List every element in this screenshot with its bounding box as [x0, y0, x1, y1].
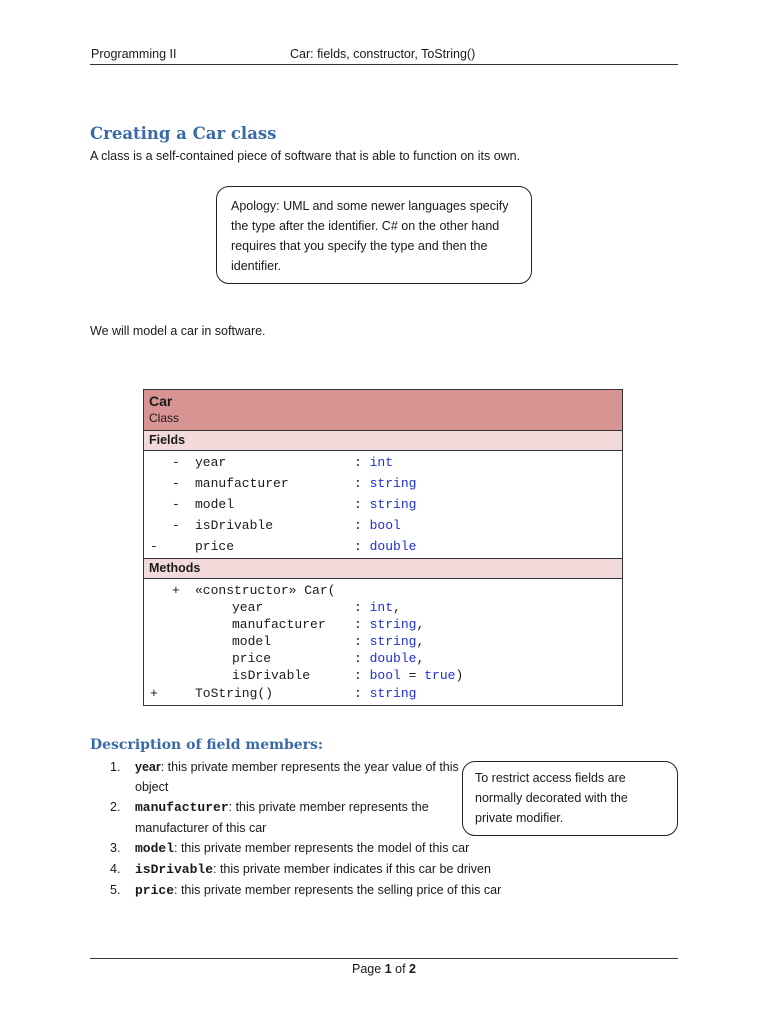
param-name: manufacturer: [232, 617, 326, 632]
field-type: int: [369, 455, 394, 470]
list-number: 1.: [110, 760, 121, 774]
uml-field-row: [144, 454, 622, 471]
list-number: 5.: [110, 883, 121, 897]
tostring-name: ToString(): [195, 686, 274, 701]
intro-paragraph: A class is a self-contained piece of software that is able to function on its own.: [90, 149, 521, 163]
field-type: string: [369, 476, 417, 491]
page-number: [0, 962, 768, 976]
param-colon: :: [354, 651, 362, 666]
uml-class-kind: Class: [149, 411, 180, 425]
uml-param-row: [144, 650, 622, 667]
list-number: 4.: [110, 862, 121, 876]
param-equals: =: [400, 668, 425, 683]
param-colon: :: [354, 617, 362, 632]
tostring-visibility: +: [150, 686, 158, 701]
field-visibility: -: [172, 476, 180, 491]
uml-methods-label: Methods: [144, 559, 622, 579]
uml-param-row: [144, 667, 622, 684]
field-colon: :: [354, 455, 362, 470]
list-item: [110, 838, 575, 859]
param-comma: ,: [416, 634, 425, 649]
tostring-colon: :: [354, 686, 362, 701]
field-visibility: -: [172, 497, 180, 512]
field-colon: :: [354, 539, 362, 554]
field-name: manufacturer: [195, 476, 289, 491]
param-name: price: [232, 651, 272, 666]
uml-param-row: [144, 616, 622, 633]
param-colon: :: [354, 634, 362, 649]
uml-class-diagram: [143, 389, 623, 706]
list-text: : this private member represents the model of this car: [174, 841, 470, 855]
param-comma: ,: [393, 600, 401, 615]
list-text: : this private member indicates if this car be driven: [213, 862, 491, 876]
param-type: string: [369, 617, 417, 632]
field-type: double: [369, 539, 417, 554]
param-type: bool: [369, 668, 401, 683]
field-type: bool: [369, 518, 401, 533]
field-name: year: [195, 455, 227, 470]
uml-tostring-row: [144, 685, 622, 702]
param-name: isDrivable: [232, 668, 311, 683]
param-colon: :: [354, 668, 362, 683]
list-term: model: [135, 841, 175, 856]
uml-fields-label: Fields: [144, 431, 622, 451]
uml-fields-section: [144, 451, 622, 559]
param-name: model: [232, 634, 272, 649]
list-item: [110, 880, 575, 901]
field-type: string: [369, 497, 417, 512]
list-item: [110, 859, 575, 880]
uml-field-row: [144, 538, 622, 555]
uml-class-name: Car: [149, 393, 173, 409]
constructor-signature: «constructor» Car(: [195, 583, 336, 598]
param-type: int: [369, 600, 394, 615]
field-visibility: -: [172, 518, 180, 533]
param-type: double: [369, 651, 417, 666]
list-text: : this private member represents the selling price of this car: [174, 883, 502, 897]
page-of: of: [391, 962, 410, 976]
field-colon: :: [354, 476, 362, 491]
field-name: isDrivable: [195, 518, 274, 533]
header-divider: [90, 64, 678, 65]
uml-constructor-row: [144, 582, 622, 599]
header-topic: Car: fields, constructor, ToString(): [290, 47, 476, 61]
list-text: : this private member represents the year value of this object: [135, 760, 459, 794]
page-total: 2: [409, 962, 416, 976]
field-visibility: -: [172, 455, 180, 470]
uml-class-header: [144, 390, 622, 431]
field-name: model: [195, 497, 235, 512]
uml-field-row: [144, 517, 622, 534]
param-comma: ,: [416, 651, 425, 666]
list-number: 2.: [110, 800, 121, 814]
uml-param-row: [144, 633, 622, 650]
model-paragraph: We will model a car in software.: [90, 324, 266, 338]
field-colon: :: [354, 518, 362, 533]
page-current: 1: [384, 962, 392, 976]
param-colon: :: [354, 600, 362, 615]
list-item: [110, 797, 445, 838]
list-term: isDrivable: [135, 862, 214, 877]
uml-param-row: [144, 599, 622, 616]
field-colon: :: [354, 497, 362, 512]
tostring-type: string: [369, 686, 417, 701]
param-close-paren: ): [455, 668, 464, 683]
private-modifier-callout: To restrict access fields are normally decorated with the private modifier.: [462, 761, 678, 836]
list-term: year: [135, 760, 161, 774]
section-heading-creating-car-class: Creating a Car class: [90, 124, 277, 143]
param-type: string: [369, 634, 417, 649]
list-number: 3.: [110, 841, 121, 855]
page-prefix: Page: [352, 962, 385, 976]
uml-field-row: [144, 496, 622, 513]
list-term: manufacturer: [135, 800, 229, 815]
header-course: Programming II: [91, 47, 177, 61]
constructor-visibility: +: [172, 583, 180, 598]
field-visibility: -: [150, 539, 158, 554]
uml-methods-section: [144, 579, 622, 705]
param-comma: ,: [416, 617, 425, 632]
param-name: year: [232, 600, 264, 615]
footer-divider: [90, 958, 678, 959]
field-name: price: [195, 539, 235, 554]
list-text: : this private member represents the manufacturer of this car: [135, 800, 429, 835]
list-term: price: [135, 883, 175, 898]
list-item: [110, 757, 460, 797]
section-heading-field-descriptions: Description of field members:: [90, 737, 324, 753]
param-default: true: [424, 668, 456, 683]
apology-callout: Apology: UML and some newer languages specify the type after the identifier. C# on the other hand requires that you specify the type and then the identifier.: [216, 186, 532, 284]
uml-field-row: [144, 475, 622, 492]
